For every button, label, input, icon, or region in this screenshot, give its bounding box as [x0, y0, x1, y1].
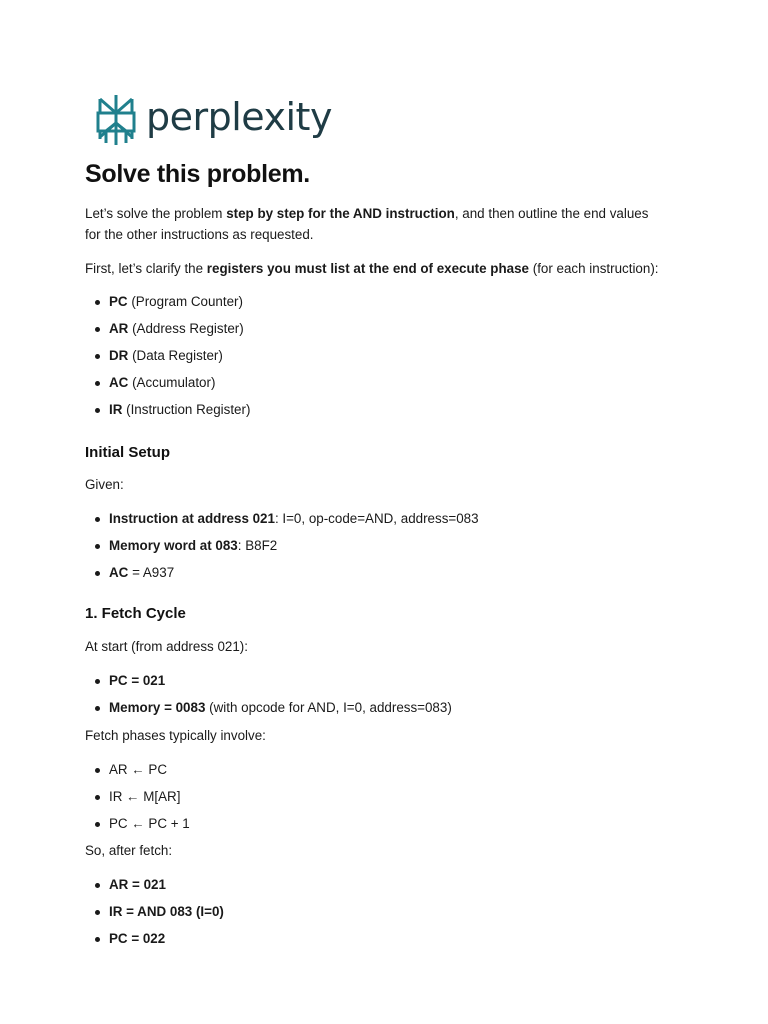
list-item: Memory word at 083: B8F2: [85, 536, 479, 563]
registers-list: [85, 292, 250, 427]
fetch-start-text: At start (from address 021):: [85, 639, 248, 654]
fetch-start-list: [85, 671, 452, 725]
list-item: IR (Instruction Register): [85, 400, 250, 427]
fetch-phases-intro: Fetch phases typically involve:: [85, 728, 266, 743]
list-item: PC = 021: [85, 671, 452, 698]
list-item: AC = A937: [85, 563, 479, 590]
logo-wordmark: perplexity: [146, 95, 332, 139]
given-label: Given:: [85, 477, 124, 492]
list-item: Instruction at address 021: I=0, op-code=AND, address=083: [85, 509, 479, 536]
intro-paragraph: Let’s solve the problem step by step for the AND instruction, and then outline the end values for the other instructions as requested.: [85, 206, 649, 242]
list-item: PC = 022: [85, 929, 224, 956]
clarify-emphasis: registers you must list at the end of execute phase: [206, 261, 530, 276]
perplexity-logo: [94, 93, 332, 147]
after-fetch-list: [85, 875, 224, 956]
list-item: AC (Accumulator): [85, 373, 250, 400]
list-item: Memory = 0083 (with opcode for AND, I=0, address=083): [85, 698, 452, 725]
fetch-phases-list: [85, 760, 190, 841]
list-item: PC ← PC + 1: [85, 814, 190, 841]
after-fetch-intro: So, after fetch:: [85, 843, 173, 858]
intro-emphasis: step by step for the AND instruction: [226, 206, 455, 221]
list-item: PC (Program Counter): [85, 292, 250, 319]
page-title: Solve this problem.: [85, 160, 310, 188]
list-item: IR ← M[AR]: [85, 787, 190, 814]
initial-setup-list: [85, 509, 479, 590]
initial-setup-heading: Initial Setup: [85, 444, 171, 461]
perplexity-logo-icon: [94, 93, 138, 147]
list-item: DR (Data Register): [85, 346, 250, 373]
clarify-paragraph: First, let’s clarify the registers you must list at the end of execute phase (for each instruction):: [85, 261, 659, 276]
list-item: AR (Address Register): [85, 319, 250, 346]
list-item: AR ← PC: [85, 760, 190, 787]
fetch-cycle-heading: 1. Fetch Cycle: [85, 605, 186, 622]
list-item: IR = AND 083 (I=0): [85, 902, 224, 929]
list-item: AR = 021: [85, 875, 224, 902]
